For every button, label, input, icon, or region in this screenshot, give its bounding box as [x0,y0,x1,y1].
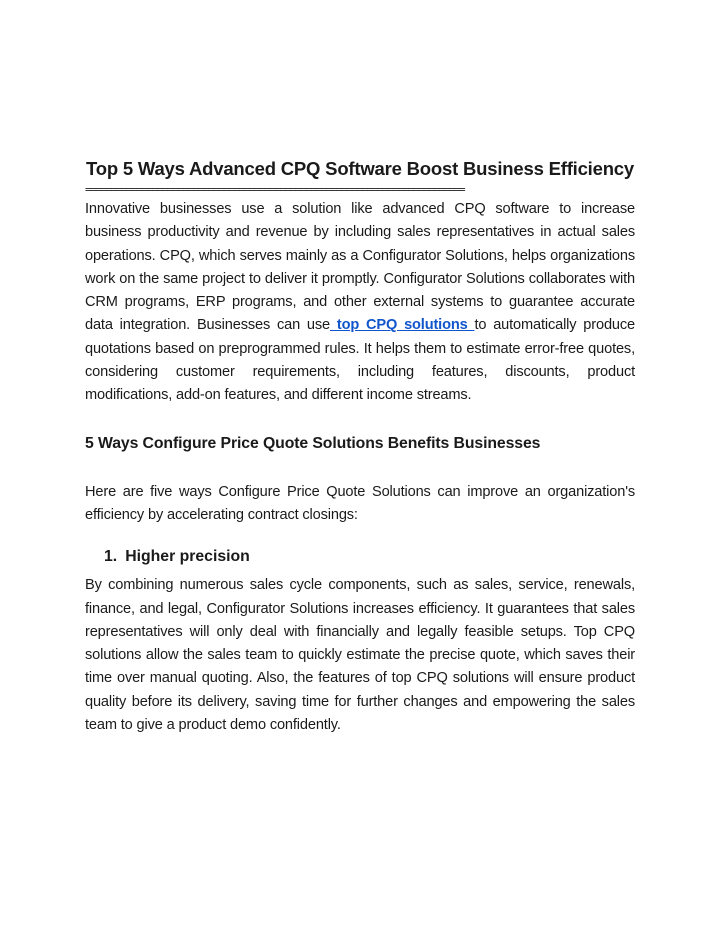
list-item-number: 1. [104,548,118,566]
list-item-title: Higher precision [125,548,250,566]
intro-paragraph [85,198,635,408]
title-separator: ========================================================================== [85,183,465,196]
intro-text-after-link: to automatically produce quotations based on preprogrammed rules. It helps them to estimate error-free quotes, considering customer requirements, including features, discounts, product modifications, add-on features, and different income streams. [85,317,635,404]
document-page [85,156,635,737]
top-cpq-solutions-link[interactable]: top CPQ solutions [330,317,475,334]
document-title: Top 5 Ways Advanced CPQ Software Boost Business Efficiency [86,158,634,179]
list-item-body: By combining numerous sales cycle components, such as sales, service, renewals, finance, and legal, Configurator Solutions increases efficiency. It guarantees that sales representatives will only deal with financially and legally feasible setups. Top CPQ solutions allow the sales team to quickly estimate the precise quote, which saves their time over manual quoting. Also, the features of top CPQ solutions will ensure product quality before its delivery, saving time for further changes and empowering the sales team to give a product demo confidently. [85,577,635,734]
section-intro-paragraph: Here are five ways Configure Price Quote Solutions can improve an organization's efficiency by accelerating contract closings: [85,483,635,523]
list-item-heading [85,546,635,568]
intro-text-before-link: Innovative businesses use a solution like advanced CPQ software to increase business productivity and revenue by including sales representatives in actual sales operations. CPQ, which serves mainly as a Configurator Solutions, helps organizations work on the same project to deliver it promptly. Configurator Solutions collaborates with CRM programs, ERP programs, and other external systems to guarantee accurate data integration. Businesses can use [85,201,635,334]
section-heading: 5 Ways Configure Price Quote Solutions Benefits Businesses [85,434,541,452]
